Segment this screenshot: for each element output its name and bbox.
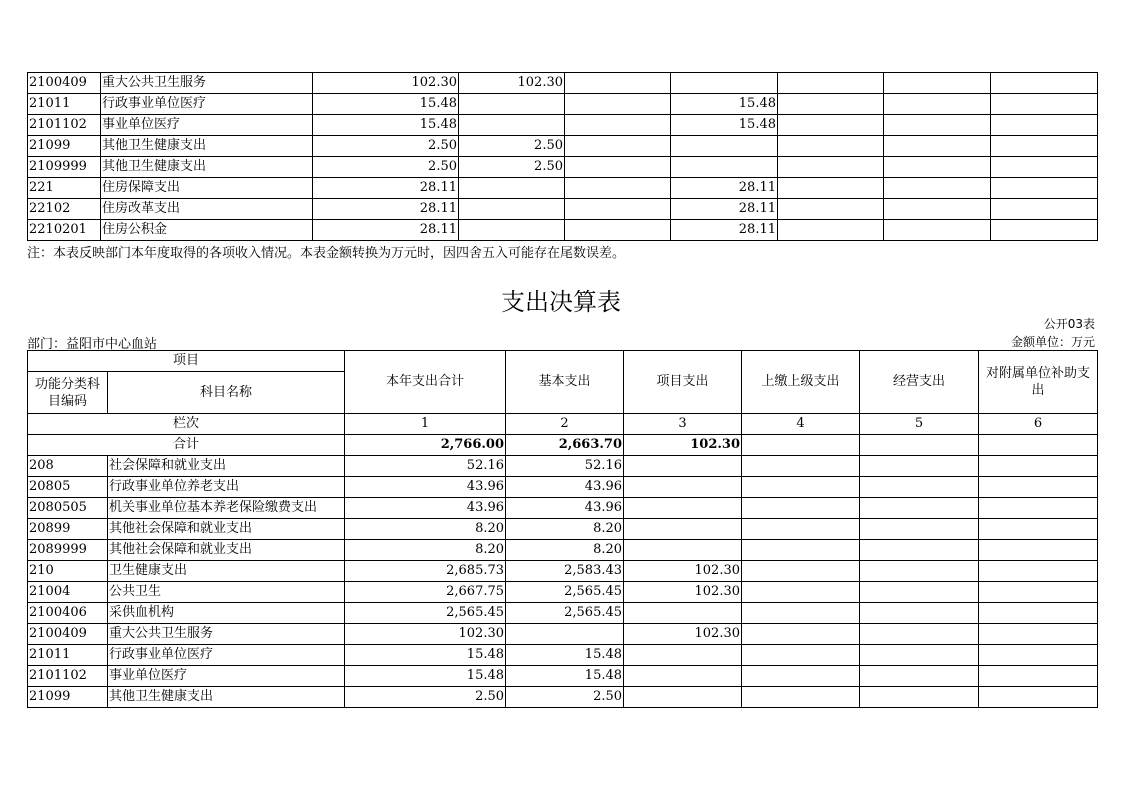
row-name: 其他卫生健康支出 <box>108 687 345 708</box>
row-value <box>860 498 979 519</box>
column-number-2: 2 <box>506 414 624 435</box>
table-row <box>28 498 1098 519</box>
row-value <box>624 687 742 708</box>
row-code: 2080505 <box>28 498 108 519</box>
row-value <box>624 498 742 519</box>
header-code-col: 功能分类科目编码 <box>28 372 108 414</box>
row-code: 22102 <box>28 199 101 220</box>
row-code: 2089999 <box>28 540 108 561</box>
row-value <box>624 603 742 624</box>
row-value <box>624 645 742 666</box>
row-code: 2210201 <box>28 220 101 241</box>
row-value: 28.11 <box>671 178 778 199</box>
row-value <box>979 561 1098 582</box>
table-row <box>28 199 1098 220</box>
row-code: 21004 <box>28 582 108 603</box>
row-value <box>860 477 979 498</box>
row-value <box>860 603 979 624</box>
row-value <box>565 136 671 157</box>
row-value <box>884 157 991 178</box>
row-value <box>991 115 1098 136</box>
row-name: 其他卫生健康支出 <box>101 157 313 178</box>
row-name: 采供血机构 <box>108 603 345 624</box>
header-name-col: 科目名称 <box>108 372 345 414</box>
row-value <box>991 94 1098 115</box>
row-name: 事业单位医疗 <box>101 115 313 136</box>
table-row <box>28 115 1098 136</box>
row-value <box>991 220 1098 241</box>
row-code: 2101102 <box>28 115 101 136</box>
row-value <box>979 666 1098 687</box>
row-value <box>991 178 1098 199</box>
row-value: 15.48 <box>345 666 506 687</box>
row-value <box>884 115 991 136</box>
row-value <box>979 645 1098 666</box>
row-code: 21099 <box>28 687 108 708</box>
row-value <box>979 519 1098 540</box>
row-value <box>742 540 860 561</box>
table-note: 注：本表反映部门本年度取得的各项收入情况。本表金额转换为万元时，因四舍五入可能存在尾数误差。 <box>27 246 626 261</box>
row-code: 21011 <box>28 94 101 115</box>
row-value <box>884 136 991 157</box>
row-value <box>742 519 860 540</box>
column-number-6: 6 <box>979 414 1098 435</box>
row-value <box>979 477 1098 498</box>
table-row <box>28 645 1098 666</box>
row-value: 2.50 <box>459 136 565 157</box>
row-code: 2101102 <box>28 666 108 687</box>
row-value: 2,565.45 <box>506 603 624 624</box>
row-value: 8.20 <box>506 540 624 561</box>
row-value <box>565 199 671 220</box>
row-value: 102.30 <box>624 561 742 582</box>
row-name: 住房保障支出 <box>101 178 313 199</box>
row-value: 28.11 <box>313 220 459 241</box>
row-name: 住房改革支出 <box>101 199 313 220</box>
row-value <box>742 498 860 519</box>
row-name: 社会保障和就业支出 <box>108 456 345 477</box>
row-name: 行政事业单位医疗 <box>108 645 345 666</box>
row-name: 住房公积金 <box>101 220 313 241</box>
total-value-5 <box>860 435 979 456</box>
row-name: 公共卫生 <box>108 582 345 603</box>
row-value: 15.48 <box>313 94 459 115</box>
total-value-3: 102.30 <box>624 435 742 456</box>
row-value: 15.48 <box>506 645 624 666</box>
row-value <box>778 199 884 220</box>
header-col-3: 项目支出 <box>624 351 742 414</box>
row-value <box>884 94 991 115</box>
table-row <box>28 540 1098 561</box>
row-value <box>860 540 979 561</box>
column-number-4: 4 <box>742 414 860 435</box>
row-value <box>778 115 884 136</box>
row-value: 43.96 <box>506 498 624 519</box>
row-value: 52.16 <box>506 456 624 477</box>
row-value <box>884 220 991 241</box>
expenditure-table <box>27 350 1098 708</box>
header-col-5: 经营支出 <box>860 351 979 414</box>
row-value <box>742 582 860 603</box>
row-value: 102.30 <box>624 624 742 645</box>
table-row <box>28 220 1098 241</box>
row-value <box>624 456 742 477</box>
row-value: 2,685.73 <box>345 561 506 582</box>
department-label: 部门：益阳市中心血站 <box>27 337 158 352</box>
row-value: 102.30 <box>459 73 565 94</box>
row-code: 21011 <box>28 645 108 666</box>
table-row <box>28 561 1098 582</box>
total-value-1: 2,766.00 <box>345 435 506 456</box>
row-value <box>565 94 671 115</box>
row-value <box>778 136 884 157</box>
row-name: 机关事业单位基本养老保险缴费支出 <box>108 498 345 519</box>
row-value <box>979 687 1098 708</box>
table-row <box>28 519 1098 540</box>
row-value <box>884 199 991 220</box>
header-col-4: 上缴上级支出 <box>742 351 860 414</box>
row-value <box>979 624 1098 645</box>
row-name: 行政事业单位医疗 <box>101 94 313 115</box>
row-value <box>778 157 884 178</box>
table-row <box>28 666 1098 687</box>
table-row <box>28 477 1098 498</box>
table-row <box>28 157 1098 178</box>
row-code: 2100406 <box>28 603 108 624</box>
row-value: 2,667.75 <box>345 582 506 603</box>
row-value <box>624 519 742 540</box>
row-value <box>860 561 979 582</box>
header-item: 项目 <box>28 351 345 372</box>
row-value: 102.30 <box>313 73 459 94</box>
row-value: 15.48 <box>345 645 506 666</box>
row-value <box>742 687 860 708</box>
table-row <box>28 582 1098 603</box>
row-value: 102.30 <box>624 582 742 603</box>
row-value <box>860 666 979 687</box>
row-value <box>671 73 778 94</box>
row-value: 15.48 <box>313 115 459 136</box>
row-value: 43.96 <box>345 498 506 519</box>
column-number-3: 3 <box>624 414 742 435</box>
column-number-5: 5 <box>860 414 979 435</box>
row-value: 2,583.43 <box>506 561 624 582</box>
row-value: 43.96 <box>345 477 506 498</box>
row-value <box>671 136 778 157</box>
table-row <box>28 624 1098 645</box>
row-name: 其他社会保障和就业支出 <box>108 540 345 561</box>
row-name: 其他卫生健康支出 <box>101 136 313 157</box>
row-value: 8.20 <box>345 540 506 561</box>
table-row <box>28 603 1098 624</box>
row-value <box>624 540 742 561</box>
row-value <box>778 73 884 94</box>
row-code: 21099 <box>28 136 101 157</box>
total-value-2: 2,663.70 <box>506 435 624 456</box>
row-value: 2,565.45 <box>345 603 506 624</box>
row-value <box>459 115 565 136</box>
row-value <box>860 456 979 477</box>
row-code: 210 <box>28 561 108 582</box>
row-code: 2100409 <box>28 73 101 94</box>
row-value <box>565 220 671 241</box>
row-value: 28.11 <box>671 199 778 220</box>
row-value: 2.50 <box>313 136 459 157</box>
row-value <box>459 178 565 199</box>
row-value <box>778 94 884 115</box>
row-value: 28.11 <box>313 199 459 220</box>
row-value <box>778 220 884 241</box>
row-value <box>742 561 860 582</box>
total-label: 合计 <box>28 435 345 456</box>
row-value <box>671 157 778 178</box>
row-value <box>565 178 671 199</box>
row-value <box>459 94 565 115</box>
header-col-2: 基本支出 <box>506 351 624 414</box>
row-code: 20805 <box>28 477 108 498</box>
row-name: 其他社会保障和就业支出 <box>108 519 345 540</box>
row-value <box>742 624 860 645</box>
row-value <box>742 666 860 687</box>
row-value <box>860 687 979 708</box>
row-name: 重大公共卫生服务 <box>108 624 345 645</box>
column-row-label: 栏次 <box>28 414 345 435</box>
row-value <box>979 540 1098 561</box>
row-code: 221 <box>28 178 101 199</box>
row-value <box>991 157 1098 178</box>
row-value: 28.11 <box>313 178 459 199</box>
row-name: 事业单位医疗 <box>108 666 345 687</box>
table-row <box>28 136 1098 157</box>
header-col-6: 对附属单位补助支出 <box>979 351 1098 414</box>
row-value <box>742 645 860 666</box>
total-value-6 <box>979 435 1098 456</box>
row-value <box>979 582 1098 603</box>
row-value <box>506 624 624 645</box>
header-col-1: 本年支出合计 <box>345 351 506 414</box>
row-value: 102.30 <box>345 624 506 645</box>
row-value: 2.50 <box>506 687 624 708</box>
table-row <box>28 73 1098 94</box>
row-value <box>742 603 860 624</box>
page-title: 支出决算表 <box>501 288 621 316</box>
row-value <box>991 73 1098 94</box>
row-value: 15.48 <box>506 666 624 687</box>
row-value <box>979 498 1098 519</box>
row-value: 2.50 <box>459 157 565 178</box>
row-value <box>860 519 979 540</box>
table-row <box>28 687 1098 708</box>
row-code: 20899 <box>28 519 108 540</box>
row-value <box>884 73 991 94</box>
table-row <box>28 456 1098 477</box>
row-code: 2100409 <box>28 624 108 645</box>
row-value: 52.16 <box>345 456 506 477</box>
row-value <box>991 199 1098 220</box>
row-value <box>565 157 671 178</box>
total-value-4 <box>742 435 860 456</box>
row-value <box>979 603 1098 624</box>
row-value: 15.48 <box>671 115 778 136</box>
row-value <box>884 178 991 199</box>
row-value: 43.96 <box>506 477 624 498</box>
row-value <box>742 456 860 477</box>
table-code: 公开03表 <box>1043 317 1095 331</box>
row-value <box>991 136 1098 157</box>
row-value <box>624 666 742 687</box>
row-name: 重大公共卫生服务 <box>101 73 313 94</box>
row-value <box>624 477 742 498</box>
row-value <box>778 178 884 199</box>
row-value <box>979 456 1098 477</box>
previous-income-table <box>27 72 1098 241</box>
column-number-1: 1 <box>345 414 506 435</box>
row-code: 2109999 <box>28 157 101 178</box>
row-value: 8.20 <box>506 519 624 540</box>
row-value <box>459 220 565 241</box>
table-row <box>28 178 1098 199</box>
row-value <box>459 199 565 220</box>
row-value: 28.11 <box>671 220 778 241</box>
row-name: 卫生健康支出 <box>108 561 345 582</box>
row-value <box>860 582 979 603</box>
row-value: 2.50 <box>313 157 459 178</box>
row-code: 208 <box>28 456 108 477</box>
row-value <box>742 477 860 498</box>
row-value <box>565 115 671 136</box>
row-name: 行政事业单位养老支出 <box>108 477 345 498</box>
row-value <box>860 624 979 645</box>
table-row <box>28 94 1098 115</box>
row-value: 2.50 <box>345 687 506 708</box>
row-value: 8.20 <box>345 519 506 540</box>
row-value: 15.48 <box>671 94 778 115</box>
unit-label: 金额单位：万元 <box>1010 335 1095 349</box>
row-value <box>860 645 979 666</box>
row-value <box>565 73 671 94</box>
row-value: 2,565.45 <box>506 582 624 603</box>
